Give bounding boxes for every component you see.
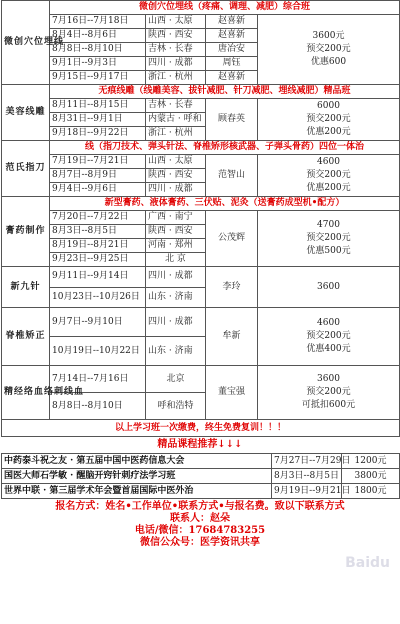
price-amount: 3600元 (312, 31, 345, 41)
course-teacher: 公茂辉 (206, 211, 258, 267)
session-location: 北京 (146, 366, 206, 393)
recommend-row (2, 469, 400, 484)
course-teacher: 李玲 (206, 267, 258, 308)
watermark-logo: Baidu (345, 555, 390, 571)
session-date: 10月23日--10月26日 (50, 287, 146, 308)
recommend-price: 1200元 (342, 454, 400, 469)
price-amount: 4700 (317, 220, 340, 230)
recommend-price: 1800元 (342, 484, 400, 499)
contact-phone: 电话/微信：17684783255 (134, 525, 266, 536)
session-location: 山西 · 太原 (146, 155, 206, 169)
session-location: 四川 · 成都 (146, 267, 206, 288)
price-discount: 优惠200元 (306, 183, 351, 193)
price-deposit: 预交200元 (306, 331, 351, 341)
session-location: 广西 · 南宁 (146, 211, 206, 225)
session-date: 7月16日--7月18日 (50, 15, 146, 29)
session-location: 山东 · 济南 (146, 287, 206, 308)
session-row (2, 267, 400, 288)
course-price (258, 211, 400, 267)
session-date: 9月15日--9月17日 (50, 71, 146, 85)
contact-footer (0, 501, 400, 549)
session-teacher: 唐冶安 (206, 43, 258, 57)
session-location: 陕西 · 西安 (146, 29, 206, 43)
session-row (2, 15, 400, 29)
session-location: 吉林 · 长春 (146, 99, 206, 113)
course-teacher: 牟新 (206, 308, 258, 366)
course-title-row (2, 85, 400, 99)
course-label: 新九针 (2, 267, 50, 308)
session-date: 8月4日--8月6日 (50, 29, 146, 43)
session-date: 9月4日--9月6日 (50, 183, 146, 197)
session-location: 四川 · 成都 (146, 308, 206, 337)
recommend-row (2, 454, 400, 469)
session-location: 陕西 · 西安 (146, 169, 206, 183)
session-date: 9月18日--9月22日 (50, 127, 146, 141)
session-teacher: 赵喜新 (206, 71, 258, 85)
course-title: 无痕线雕（线雕美容、拔针减肥、针刀减肥、埋线减肥）精品班 (50, 85, 400, 99)
course-price (258, 267, 400, 308)
course-teacher: 范智山 (206, 155, 258, 197)
session-row (2, 211, 400, 225)
session-date: 10月19日--10月22日 (50, 337, 146, 366)
session-location: 内蒙古 · 呼和 (146, 113, 206, 127)
session-location: 北 京 (146, 253, 206, 267)
session-location: 浙江 · 杭州 (146, 127, 206, 141)
course-label: 美容线雕 (2, 85, 50, 141)
session-location: 四川 · 成都 (146, 183, 206, 197)
course-title-row (2, 141, 400, 155)
session-location: 山东 · 济南 (146, 337, 206, 366)
session-date: 9月7日--9月10日 (50, 308, 146, 337)
price-deposit: 预交200元 (306, 387, 351, 397)
session-date: 8月8日--8月10日 (50, 393, 146, 420)
contact-person: 联系人：赵朵 (170, 513, 230, 524)
session-teacher: 赵喜新 (206, 15, 258, 29)
price-amount: 6000 (317, 101, 340, 111)
session-date: 9月11日--9月14日 (50, 267, 146, 288)
price-deposit: 预交200元 (306, 170, 351, 180)
session-teacher: 周钰 (206, 57, 258, 71)
session-location: 呼和浩特 (146, 393, 206, 420)
session-date: 8月31日--9月1日 (50, 113, 146, 127)
course-price (258, 15, 400, 85)
recommend-name: 中药泰斗祝之友 · 第五届中国中医药信息大会 (2, 454, 272, 469)
session-location: 浙江 · 杭州 (146, 71, 206, 85)
session-location: 山西 · 太原 (146, 15, 206, 29)
session-date: 7月14日--7月16日 (50, 366, 146, 393)
session-row (2, 366, 400, 393)
price-amount: 3600 (317, 374, 340, 384)
course-label: 膏药制作 (2, 197, 50, 267)
price-discount: 优惠600 (310, 57, 347, 67)
course-table (1, 0, 400, 437)
session-date: 8月19日--8月21日 (50, 239, 146, 253)
session-location: 河南 · 郑州 (146, 239, 206, 253)
session-row (2, 155, 400, 169)
recommend-date: 8月3日--8月5日 (272, 469, 342, 484)
session-date: 7月19日--7月21日 (50, 155, 146, 169)
price-amount: 4600 (317, 157, 340, 167)
price-discount: 优惠400元 (306, 344, 351, 354)
session-row (2, 308, 400, 337)
price-deposit: 预交200元 (306, 233, 351, 243)
recommend-name: 世界中联 · 第三届学术年会暨首届国际中医外治 (2, 484, 272, 499)
signup-method: 报名方式：姓名•工作单位•联系方式•与报名费。致以下联系方式 (55, 501, 345, 512)
recommend-heading: 精品课程推荐↓↓↓ (157, 439, 243, 450)
course-title-row (2, 1, 400, 15)
price-amount: 4600 (317, 318, 340, 328)
recommend-table (1, 453, 400, 499)
wechat-account: 微信公众号：医学资讯共享 (140, 537, 260, 548)
session-teacher: 赵喜新 (206, 29, 258, 43)
course-title: 新型膏药、液体膏药、三伏贴、泥灸（送膏药成型机•配方） (50, 197, 400, 211)
course-label: 精经络血络刺线血 (2, 366, 50, 420)
price-deposit: 预交200元 (306, 44, 351, 54)
session-date: 8月11日--8月15日 (50, 99, 146, 113)
course-label: 脊椎矫正 (2, 308, 50, 366)
session-date: 8月8日--8月10日 (50, 43, 146, 57)
session-date: 9月1日--9月3日 (50, 57, 146, 71)
recommend-date: 7月27日--7月29日 (272, 454, 342, 469)
session-date: 8月3日--8月5日 (50, 225, 146, 239)
recommend-name: 国医大师石学敏 · 醒脑开窍针刺疗法学习班 (2, 469, 272, 484)
price-discount: 优惠500元 (306, 246, 351, 256)
session-date: 9月23日--9月25日 (50, 253, 146, 267)
session-row (2, 99, 400, 113)
price-amount: 3600 (317, 281, 340, 292)
session-date: 7月20日--7月22日 (50, 211, 146, 225)
price-deposit: 预交200元 (306, 114, 351, 124)
recommend-price: 3800元 (342, 469, 400, 484)
course-price (258, 155, 400, 197)
price-discount: 优惠200元 (306, 127, 351, 137)
free-retrain-banner: 以上学习班一次缴费，终生免费复训！！！ (2, 420, 400, 437)
course-price (258, 366, 400, 420)
course-teacher: 顾春英 (206, 99, 258, 141)
recommend-row (2, 484, 400, 499)
session-location: 吉林 · 长春 (146, 43, 206, 57)
recommend-date: 9月19日--9月21日 (272, 484, 342, 499)
course-label: 范氏指刀 (2, 141, 50, 197)
course-title: 微创穴位埋线（疼痛、调理、减肥）综合班 (50, 1, 400, 15)
session-location: 四川 · 成都 (146, 57, 206, 71)
session-location: 陕西 · 西安 (146, 225, 206, 239)
course-teacher: 董宝强 (206, 366, 258, 420)
price-discount: 可抵扣600元 (301, 400, 356, 410)
course-label: 微创穴位埋线 (2, 1, 50, 85)
course-price (258, 308, 400, 366)
course-title-row (2, 197, 400, 211)
session-date: 8月7日--8月9日 (50, 169, 146, 183)
course-title: 线（指刀技术、弹头针法、脊椎矫形核武器、子弹头骨药）四位一体治 (50, 141, 400, 155)
course-price (258, 99, 400, 141)
